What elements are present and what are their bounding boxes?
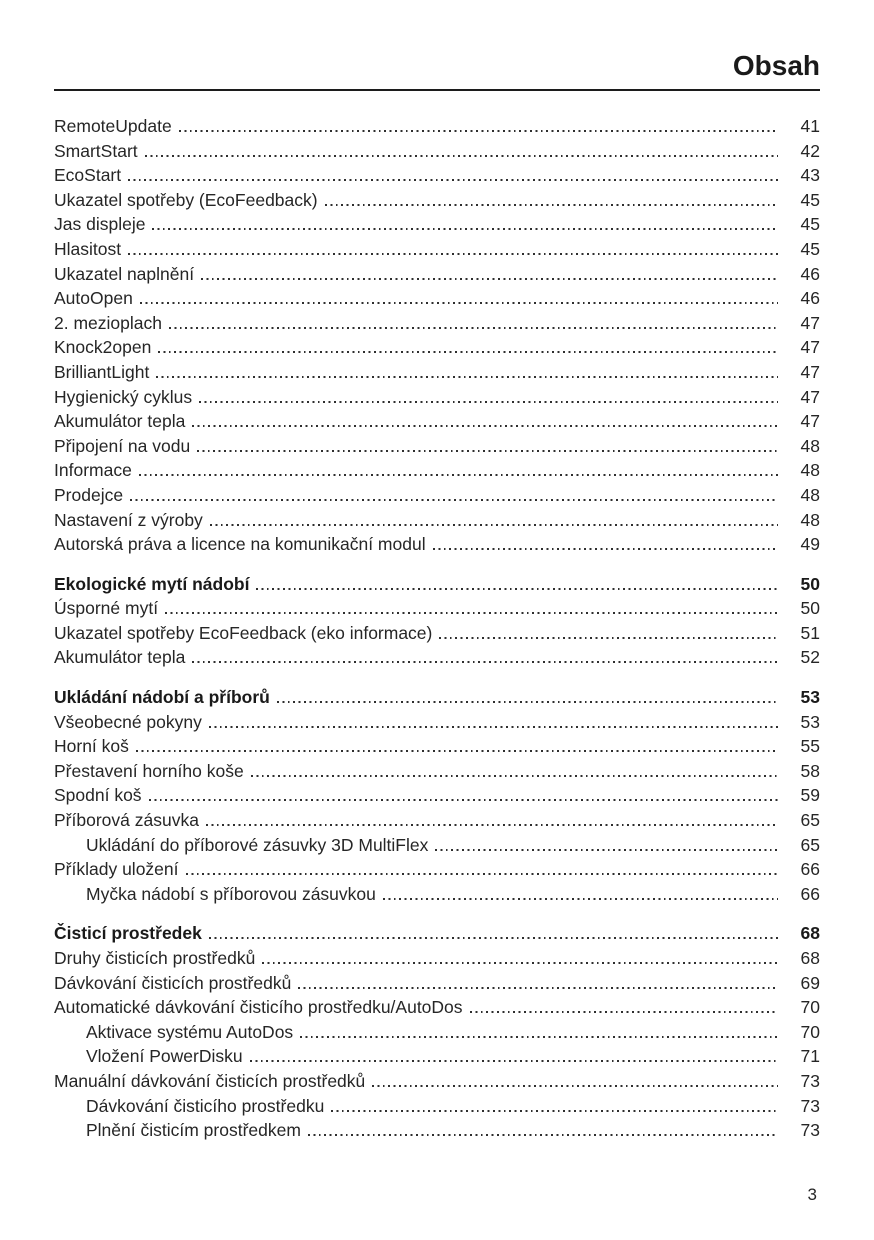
toc-entry[interactable]: [54, 857, 820, 882]
dotted-leader: [277, 701, 778, 703]
dotted-leader: [250, 1060, 778, 1062]
toc-entry-label: Čisticí prostředek: [54, 923, 202, 944]
toc-section: [54, 572, 820, 670]
dotted-leader: [140, 302, 778, 304]
toc-entry-page: 68: [800, 948, 820, 968]
toc-entry-page: 48: [800, 460, 820, 481]
dotted-leader: [308, 1134, 778, 1136]
toc-entry-page: 49: [800, 534, 820, 555]
toc-entry[interactable]: [54, 237, 820, 262]
toc-entry-page: 48: [800, 435, 820, 456]
toc-section: [54, 114, 820, 557]
toc-entry-page: 69: [800, 972, 820, 993]
toc-entry[interactable]: [54, 759, 820, 784]
dotted-leader: [433, 548, 778, 550]
dotted-leader: [210, 524, 778, 526]
toc-entry[interactable]: [54, 188, 820, 213]
dotted-leader: [197, 450, 778, 452]
toc-entry[interactable]: [54, 1069, 820, 1094]
toc-entry[interactable]: [54, 1044, 820, 1069]
page-header: [54, 50, 820, 91]
toc-entry-label: Ukazatel naplnění: [54, 263, 195, 284]
toc-entry-label: Příklady uložení: [54, 859, 179, 880]
toc-entry-page: 53: [800, 687, 820, 708]
dotted-leader: [192, 425, 778, 427]
toc-entry[interactable]: [54, 946, 820, 971]
dotted-leader: [201, 278, 778, 280]
toc-entry-page: 42: [800, 140, 820, 161]
toc-entry[interactable]: [54, 783, 820, 808]
page-title: Obsah: [732, 50, 820, 81]
dotted-leader: [298, 987, 778, 989]
page-number: 3: [807, 1185, 817, 1204]
toc-entry[interactable]: [54, 734, 820, 759]
toc-entry-label: Nastavení z výroby: [54, 509, 203, 530]
toc-entry[interactable]: [54, 808, 820, 833]
toc-entry[interactable]: [54, 286, 820, 311]
toc-entry-label: Jas displeje: [54, 214, 146, 235]
toc-entry-label: Prodejce: [54, 484, 124, 505]
toc-entry[interactable]: [54, 114, 820, 139]
toc-entry-label: Příborová zásuvka: [54, 810, 199, 831]
dotted-leader: [156, 376, 778, 378]
toc-entry[interactable]: [54, 163, 820, 188]
toc-entry-page: 43: [800, 165, 820, 186]
toc-entry-page: 51: [800, 622, 820, 643]
dotted-leader: [209, 937, 778, 939]
toc-entry[interactable]: [54, 212, 820, 237]
toc-entry-page: 66: [800, 883, 820, 904]
toc-entry[interactable]: [54, 508, 820, 533]
toc-entry-label: Akumulátor tepla: [54, 647, 186, 668]
toc-entry-label: Přestavení horního koše: [54, 760, 244, 781]
dotted-leader: [128, 253, 778, 255]
dotted-leader: [179, 130, 778, 132]
dotted-leader: [169, 327, 778, 329]
toc-entry-label: Druhy čisticích prostředků: [54, 948, 256, 968]
toc-entry-page: 53: [800, 711, 820, 732]
toc-entry-label: Ukládání do příborové zásuvky 3D MultiFlex: [86, 834, 429, 855]
dotted-leader: [256, 588, 778, 590]
toc-entry[interactable]: [54, 532, 820, 557]
toc-entry-page: 45: [800, 238, 820, 259]
toc-entry-label: Spodní koš: [54, 785, 142, 806]
toc-entry-label: Informace: [54, 460, 132, 481]
toc-entry[interactable]: [54, 995, 820, 1020]
toc-entry-label: AutoOpen: [54, 288, 133, 309]
toc-entry[interactable]: [54, 572, 820, 597]
toc-entry[interactable]: [54, 262, 820, 287]
toc-entry-label: Autorská práva a licence na komunikační modul: [54, 534, 426, 555]
toc-entry[interactable]: [54, 360, 820, 385]
dotted-leader: [145, 155, 778, 157]
toc-entry-page: 50: [800, 598, 820, 619]
toc-entry-label: Plnění čisticím prostředkem: [86, 1120, 301, 1141]
toc-entry-page: 73: [800, 1070, 820, 1091]
dotted-leader: [152, 228, 778, 230]
toc-entry-label: Automatické dávkování čisticího prostředku/AutoDos: [54, 997, 463, 1018]
dotted-leader: [383, 898, 778, 900]
toc-entry[interactable]: [54, 311, 820, 336]
dotted-leader: [139, 474, 778, 476]
toc-entry-label: Všeobecné pokyny: [54, 711, 202, 732]
toc-entry-label: Dávkování čisticích prostředků: [54, 972, 292, 993]
dotted-leader: [209, 726, 778, 728]
table-of-contents: [54, 114, 820, 1143]
toc-entry-label: Ekologické mytí nádobí: [54, 573, 250, 594]
toc-entry-label: Připojení na vodu: [54, 435, 191, 456]
toc-entry-page: 47: [800, 337, 820, 358]
toc-entry-label: Akumulátor tepla: [54, 411, 186, 432]
toc-entry-label: EcoStart: [54, 165, 122, 186]
toc-entry[interactable]: [54, 971, 820, 996]
toc-entry[interactable]: [54, 139, 820, 164]
toc-entry[interactable]: [54, 596, 820, 621]
toc-entry-label: Hlasitost: [54, 238, 122, 259]
toc-entry-page: 68: [800, 923, 820, 944]
dotted-leader: [199, 401, 778, 403]
toc-entry[interactable]: [54, 409, 820, 434]
toc-entry[interactable]: [54, 710, 820, 735]
dotted-leader: [251, 775, 778, 777]
toc-entry-label: Dávkování čisticího prostředku: [86, 1095, 325, 1116]
toc-entry[interactable]: [54, 645, 820, 670]
toc-entry-label: Ukazatel spotřeby (EcoFeedback): [54, 189, 318, 210]
dotted-leader: [435, 849, 778, 851]
toc-entry-label: SmartStart: [54, 140, 138, 161]
toc-entry-label: Aktivace systému AutoDos: [86, 1021, 294, 1042]
toc-entry-label: Úsporné mytí: [54, 598, 159, 619]
toc-entry-page: 71: [800, 1046, 820, 1067]
dotted-leader: [192, 661, 778, 663]
toc-entry-page: 70: [800, 1021, 820, 1042]
dotted-leader: [470, 1011, 778, 1013]
toc-entry-label: Vložení PowerDisku: [86, 1046, 243, 1067]
toc-entry-page: 65: [800, 834, 820, 855]
toc-entry[interactable]: [54, 621, 820, 646]
dotted-leader: [158, 351, 778, 353]
toc-entry-page: 41: [800, 116, 820, 136]
dotted-leader: [130, 499, 778, 501]
toc-entry-page: 47: [800, 386, 820, 407]
dotted-leader: [206, 824, 778, 826]
toc-entry-page: 73: [800, 1120, 820, 1141]
dotted-leader: [372, 1085, 778, 1087]
dotted-leader: [128, 179, 778, 181]
dotted-leader: [331, 1110, 778, 1112]
toc-entry[interactable]: [54, 385, 820, 410]
toc-entry-page: 45: [800, 189, 820, 210]
toc-entry[interactable]: [54, 1118, 820, 1143]
toc-entry-label: Manuální dávkování čisticích prostředků: [54, 1070, 366, 1091]
toc-entry-label: 2. mezioplach: [54, 312, 162, 333]
dotted-leader: [439, 637, 778, 639]
toc-entry-label: Ukazatel spotřeby EcoFeedback (eko informace): [54, 622, 433, 643]
dotted-leader: [186, 873, 778, 875]
toc-entry-page: 66: [800, 859, 820, 880]
toc-entry[interactable]: [54, 685, 820, 710]
toc-entry[interactable]: [54, 882, 820, 907]
toc-entry-label: RemoteUpdate: [54, 116, 172, 136]
toc-entry-page: 58: [800, 760, 820, 781]
toc-entry-label: BrilliantLight: [54, 361, 150, 382]
toc-entry-label: Myčka nádobí s příborovou zásuvkou: [86, 883, 376, 904]
dotted-leader: [136, 750, 778, 752]
toc-entry-page: 47: [800, 361, 820, 382]
toc-entry-label: Knock2open: [54, 337, 152, 358]
toc-entry-page: 46: [800, 263, 820, 284]
toc-entry[interactable]: [54, 335, 820, 360]
toc-entry-page: 73: [800, 1095, 820, 1116]
dotted-leader: [165, 612, 778, 614]
toc-entry-page: 70: [800, 997, 820, 1018]
toc-entry-label: Horní koš: [54, 736, 129, 757]
toc-entry-page: 48: [800, 509, 820, 530]
toc-entry-page: 52: [800, 647, 820, 668]
toc-section: [54, 685, 820, 906]
dotted-leader: [325, 204, 778, 206]
toc-entry[interactable]: [54, 434, 820, 459]
toc-entry[interactable]: [54, 1094, 820, 1119]
toc-entry[interactable]: [54, 483, 820, 508]
toc-entry-page: 47: [800, 411, 820, 432]
toc-entry-page: 48: [800, 484, 820, 505]
toc-entry[interactable]: [54, 921, 820, 946]
dotted-leader: [300, 1036, 778, 1038]
toc-entry-page: 65: [800, 810, 820, 831]
toc-entry[interactable]: [54, 1020, 820, 1045]
toc-entry-page: 47: [800, 312, 820, 333]
toc-entry-page: 46: [800, 288, 820, 309]
toc-entry[interactable]: [54, 833, 820, 858]
toc-entry-page: 45: [800, 214, 820, 235]
toc-entry-page: 55: [800, 736, 820, 757]
toc-entry-page: 59: [800, 785, 820, 806]
toc-entry-label: Hygienický cyklus: [54, 386, 193, 407]
header-divider: [54, 89, 820, 91]
toc-entry[interactable]: [54, 458, 820, 483]
toc-entry-label: Ukládání nádobí a příborů: [54, 687, 270, 708]
toc-entry-page: 50: [800, 573, 820, 594]
toc-section: [54, 921, 820, 1142]
dotted-leader: [262, 962, 778, 964]
dotted-leader: [149, 799, 778, 801]
